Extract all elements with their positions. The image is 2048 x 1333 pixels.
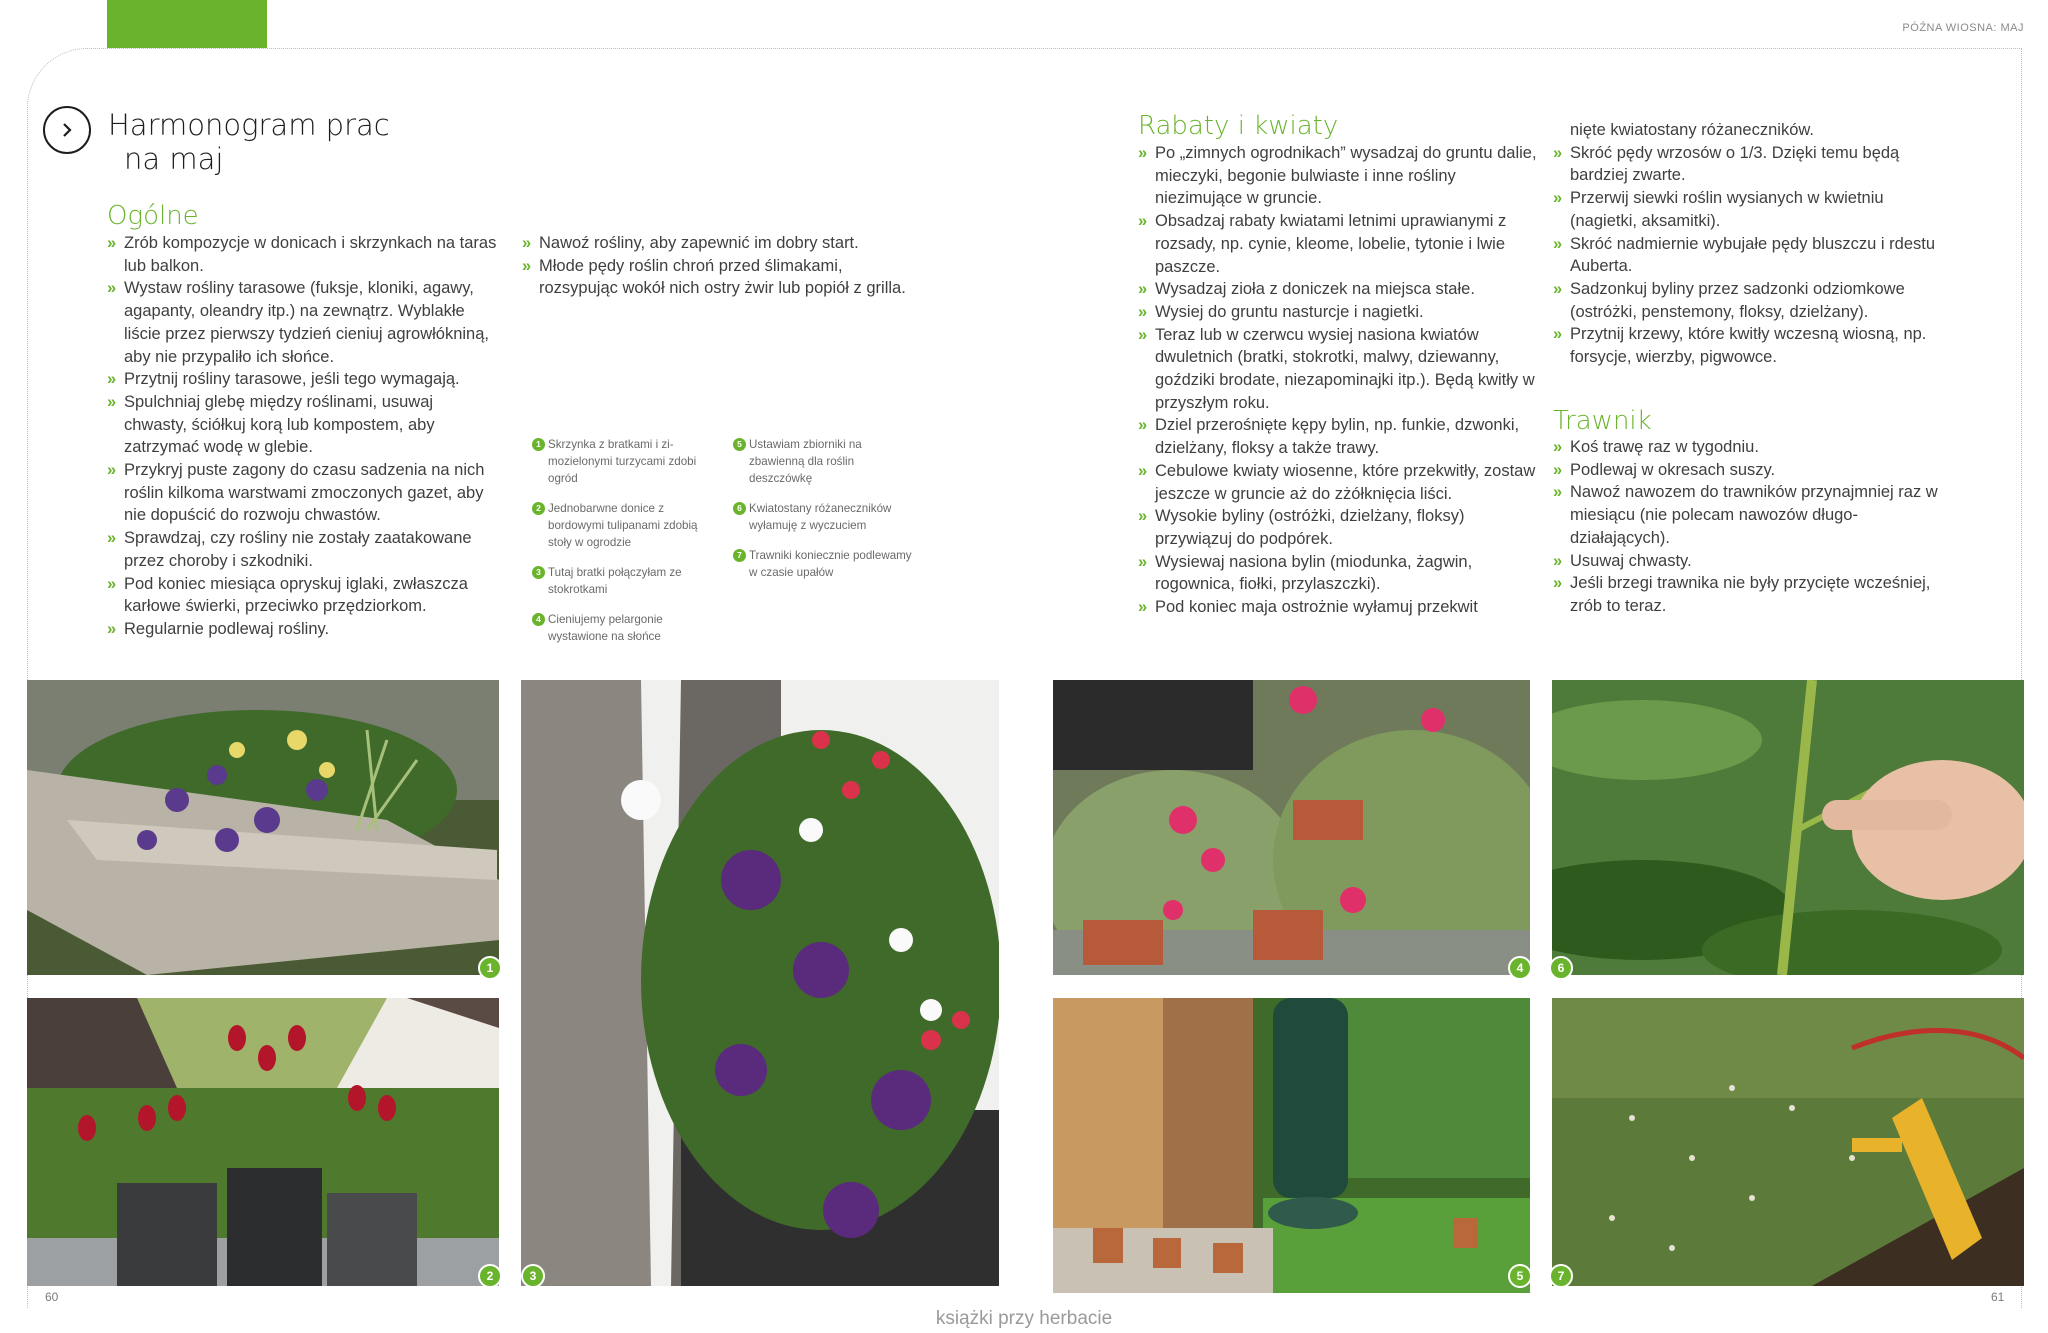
caption-text: Trawniki koniecznie podlewamy w czasie upałów xyxy=(749,549,912,579)
photo-pelargoniums xyxy=(1053,680,1530,975)
caption-7 xyxy=(733,547,913,581)
list-item: » Przytnij rośliny tarasowe, jeśli tego wymagają. xyxy=(107,368,497,391)
flowers-column-1 xyxy=(1138,142,1538,619)
list-item: » Cebulowe kwiaty wiosenne, które przekwitły, zostaw jeszcze w gruncie aż do zżółknięcia liści. xyxy=(1138,460,1538,505)
photo-pansy-crate xyxy=(27,680,499,975)
caption-text: Skrzynka z bratkami i zimozielonymi turzycami zdobi ogród xyxy=(548,438,697,485)
list-item: » Koś trawę raz w tygodniu. xyxy=(1553,436,1948,459)
photo-number: 6 xyxy=(1549,956,1573,980)
list-item: » Przytnij krzewy, które kwitły wczesną wiosną, np. forsycje, wierzby, pigwowce. xyxy=(1553,323,1948,368)
caption-1 xyxy=(532,436,702,487)
caption-number: 5 xyxy=(733,438,746,451)
watermark: książki przy herbacie xyxy=(935,1308,1113,1329)
caption-number: 2 xyxy=(532,502,545,515)
title-line-2: na maj xyxy=(124,142,224,176)
list-item: » Wystaw rośliny tarasowe (fuksje, kloniki, agawy, agapanty, oleandry itp.) na zewnątrz. Wyblakłe liście przez pierwszy tydzień cieniuj agrowłókniną, aby nie przypaliło ich słońce. xyxy=(107,277,497,368)
list-item: » Młode pędy roślin chroń przed ślimakami, rozsypując wokół nich ostry żwir lub popiół z grilla. xyxy=(522,255,907,300)
caption-4 xyxy=(532,611,702,645)
list-item: » Dziel przerośnięte kępy bylin, np. funkie, dzwonki, dzielżany, floksy a także trawy. xyxy=(1138,414,1538,459)
photo-number: 7 xyxy=(1549,1264,1573,1288)
caption-number: 1 xyxy=(532,438,545,451)
list-item: » Przerwij siewki roślin wysianych w kwietniu (nagietki, aksamitki). xyxy=(1553,187,1948,232)
green-tab xyxy=(107,0,267,48)
caption-6 xyxy=(733,500,913,534)
heading-flowers: Rabaty i kwiaty xyxy=(1138,111,1339,141)
caption-text: Tutaj bratki połączyłam ze stokrotkami xyxy=(548,566,682,596)
photo-number: 1 xyxy=(478,956,502,980)
photo-number: 3 xyxy=(521,1264,545,1288)
caption-text: Cieniujemy pelargonie wystawione na słońce xyxy=(548,613,663,643)
list-item: » Zrób kompozycje w donicach i skrzynkach na taras lub balkon. xyxy=(107,232,497,277)
caption-number: 7 xyxy=(733,549,746,562)
list-item: » Po „zimnych ogrodnikach” wysadzaj do gruntu dalie, mieczyki, begonie bulwiaste i inne rośliny niezimujące w gruncie. xyxy=(1138,142,1538,210)
list-item: » Usuwaj chwasty. xyxy=(1553,550,1948,573)
list-item: » Regularnie podlewaj rośliny. xyxy=(107,618,497,641)
caption-number: 4 xyxy=(532,613,545,626)
caption-number: 3 xyxy=(532,566,545,579)
list-item: » Przykryj puste zagony do czasu sadzenia na nich roślin kilkoma warstwami zmoczonych gazet, aby nie dopuścić do rozwoju chwastów. xyxy=(107,459,497,527)
list-item: » Teraz lub w czerwcu wysiej nasiona kwiatów dwuletnich (bratki, stokrotki, malwy, dziewanny, goździki brodate, niezapominajki itp.). Będą kwitły w przyszłym roku. xyxy=(1138,324,1538,415)
list-item: » Wysiewaj nasiona bylin (miodunka, żagwin, rogownica, fiołki, przylaszczki). xyxy=(1138,551,1538,596)
heading-lawn: Trawnik xyxy=(1553,406,1652,436)
captions-left xyxy=(532,436,702,658)
photo-rain-barrel xyxy=(1053,998,1530,1293)
photo-number: 4 xyxy=(1508,956,1532,980)
chevron-right-icon xyxy=(43,106,91,154)
page-title xyxy=(108,108,390,176)
list-item: » Nawoź rośliny, aby zapewnić im dobry start. xyxy=(522,232,907,255)
page-number-left: 60 xyxy=(45,1290,59,1304)
continued-text: nięte kwiatostany różaneczników. xyxy=(1570,121,1814,139)
photo-number: 5 xyxy=(1508,1264,1532,1288)
heading-general: Ogólne xyxy=(107,201,199,231)
flowers-column-2 xyxy=(1553,119,1948,369)
season-label: PÓŹNA WIOSNA: MAJ xyxy=(1902,22,2024,34)
list-item: » Wysiej do gruntu nasturcje i nagietki. xyxy=(1138,301,1538,324)
list-item: » Nawoź nawozem do trawników przynajmniej raz w miesiącu (nie polecam nawozów długodziałających). xyxy=(1553,481,1948,549)
general-column-2 xyxy=(522,232,907,300)
general-column-1 xyxy=(107,232,497,641)
photo-number: 2 xyxy=(478,1264,502,1288)
list-item: » Spulchniaj glebę między roślinami, usuwaj chwasty, ściółkuj korą lub kompostem, aby zatrzymać wodę w glebie. xyxy=(107,391,497,459)
list-item: » Podlewaj w okresach suszy. xyxy=(1553,459,1948,482)
list-item: » Skróć nadmiernie wybujałe pędy bluszczu i rdestu Auberta. xyxy=(1553,233,1948,278)
photo-sprinkler xyxy=(1552,998,2024,1286)
caption-3 xyxy=(532,564,702,598)
page-number-right: 61 xyxy=(1991,1290,2005,1304)
list-item: » Sadzonkuj byliny przez sadzonki odziomkowe (ostróżki, penstemony, floksy, dzielżany). xyxy=(1553,278,1948,323)
list-item: » Skróć pędy wrzosów o 1/3. Dzięki temu będą bardziej zwarte. xyxy=(1553,142,1948,187)
caption-5 xyxy=(733,436,913,487)
list-item: » Sprawdzaj, czy rośliny nie zostały zaatakowane przez choroby i szkodniki. xyxy=(107,527,497,572)
caption-text: Ustawiam zbiorniki na zbawienną dla roślin deszczówkę xyxy=(749,438,862,485)
title-line-1: Harmonogram prac xyxy=(108,108,390,142)
caption-text: Jednobarwne donice z bordowymi tulipanami zdobią stoły w ogrodzie xyxy=(548,502,698,549)
list-item: » Pod koniec miesiąca opryskuj iglaki, zwłaszcza karłowe świerki, przeciwko przędziorkom. xyxy=(107,573,497,618)
captions-right xyxy=(733,436,913,594)
list-item: » Wysokie byliny (ostróżki, dzielżany, floksy) przywiązuj do podpórek. xyxy=(1138,505,1538,550)
list-item: » Pod koniec maja ostrożnie wyłamuj przekwit xyxy=(1138,596,1538,619)
photo-tulips xyxy=(27,998,499,1286)
list-item: » Jeśli brzegi trawnika nie były przycięte wcześniej, zrób to teraz. xyxy=(1553,572,1948,617)
caption-text: Kwiatostany różaneczników wyłamuję z wyczuciem xyxy=(749,502,892,532)
list-item: » Wysadzaj zioła z doniczek na miejsca stałe. xyxy=(1138,278,1538,301)
photo-pansies-daisies xyxy=(521,680,999,1286)
caption-number: 6 xyxy=(733,502,746,515)
lawn-column xyxy=(1553,436,1948,618)
caption-2 xyxy=(532,500,702,551)
photo-rhododendron xyxy=(1552,680,2024,975)
list-item: » Obsadzaj rabaty kwiatami letnimi uprawianymi z rozsady, np. cynie, kleome, lobelie, tytonie i lwie paszcze. xyxy=(1138,210,1538,278)
